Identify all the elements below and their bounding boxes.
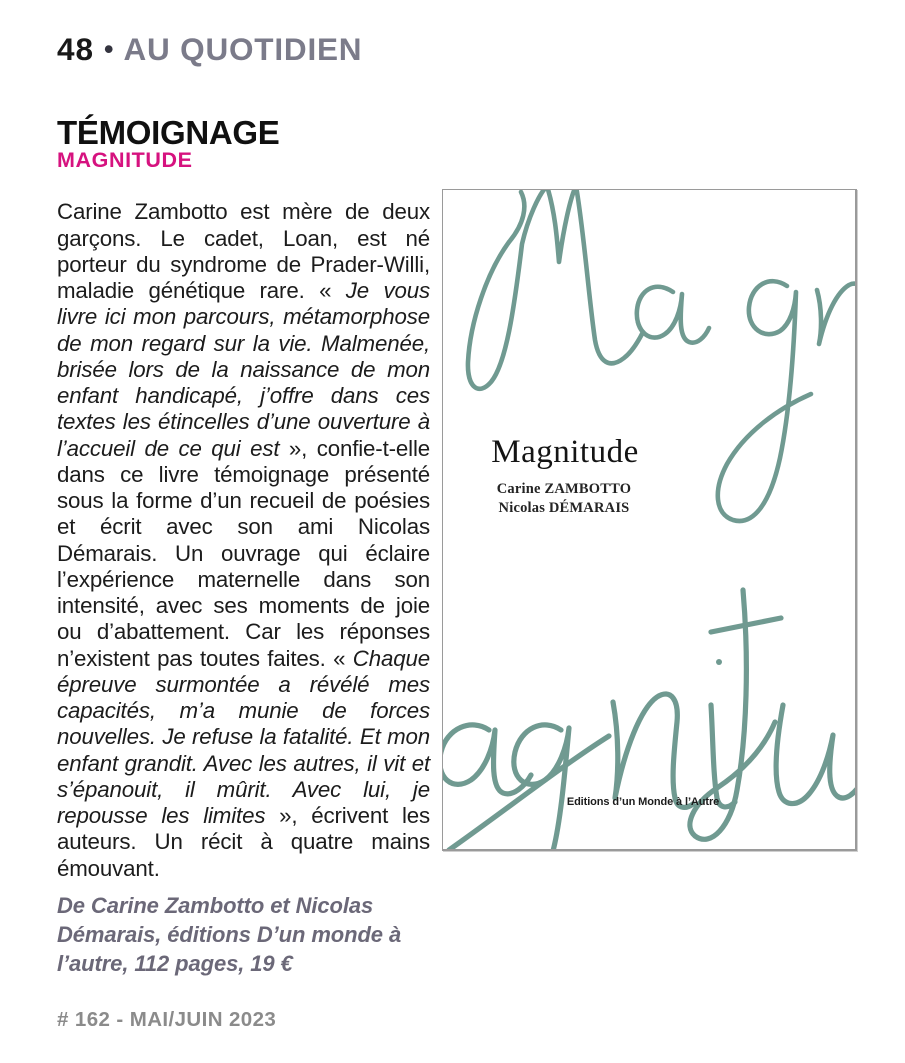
body-text-segment: Carine Zambotto est mère de deux garçons. Le cadet, Loan, est né porteur du syndrome de Prader-Willi, maladie génétique rare. « (57, 199, 430, 304)
script-letter-a-top (637, 287, 709, 343)
issue-footer: # 162 - MAI/JUIN 2023 (57, 1008, 277, 1031)
article-kicker: TÉMOIGNAGE (57, 114, 280, 151)
script-letter-M (468, 190, 643, 389)
cover-title: Magnitude (491, 434, 639, 470)
script-letter-a-bottom (443, 725, 531, 794)
cover-script-lettering (443, 190, 855, 849)
article-title: MAGNITUDE (57, 148, 193, 172)
cover-authors (443, 480, 685, 518)
header-bullet-separator: • (104, 34, 114, 64)
article-byline: De Carine Zambotto et Nicolas Démarais, éditions D’un monde à l’autre, 112 pages, 19 € (57, 893, 402, 976)
cover-author-2: Nicolas DÉMARAIS (498, 500, 630, 516)
script-letter-g-top (718, 281, 811, 521)
script-letter-n-bottom (613, 694, 693, 807)
script-word-bottom (443, 590, 855, 849)
body-text-segment: Je vous livre ici mon parcours, métamorphose de mon regard sur la vie. Malmenée, brisée lors de la naissance de mon enfant handicapé, j’offre dans ces textes les étincelles d’une ouverture à l’accueil de ce qui est (57, 278, 430, 461)
body-text-segment: », confie-t-elle dans ce livre témoignage présenté sous la forme d’un recueil de poésies et écrit avec son ami Nicolas Démarais. Un ouvrage qui éclaire l’expérience maternelle dans son intensité, avec ses moments de joie ou d’abattement. Car les réponses n’existent pas toutes faites. « (57, 435, 430, 671)
cover-author-1: Carine ZAMBOTTO (496, 481, 632, 497)
body-text-segment: Chaque épreuve surmontée a révélé mes capacités, m’a munie de forces nouvelles. Je refuse la fatalité. Et mon enfant grandit. Avec les autres, il vit et s’épanouit, il mûrit. Avec lui, je repousse les limites (57, 645, 430, 829)
section-title: AU QUOTIDIEN (123, 31, 363, 67)
cover-publisher: Editions d’un Monde à l’Autre (566, 796, 720, 808)
script-letter-u-bottom (776, 705, 855, 804)
script-lead-in (449, 736, 609, 849)
script-i-dot (716, 659, 722, 665)
page-header (57, 31, 363, 67)
book-cover (442, 189, 857, 851)
article-body (57, 199, 430, 882)
body-text-segment: », écrivent les auteurs. Un récit à quatre mains émouvant. (57, 803, 431, 881)
script-letter-n-top (817, 284, 855, 345)
script-word-top (468, 190, 855, 521)
page-number: 48 (57, 31, 95, 67)
